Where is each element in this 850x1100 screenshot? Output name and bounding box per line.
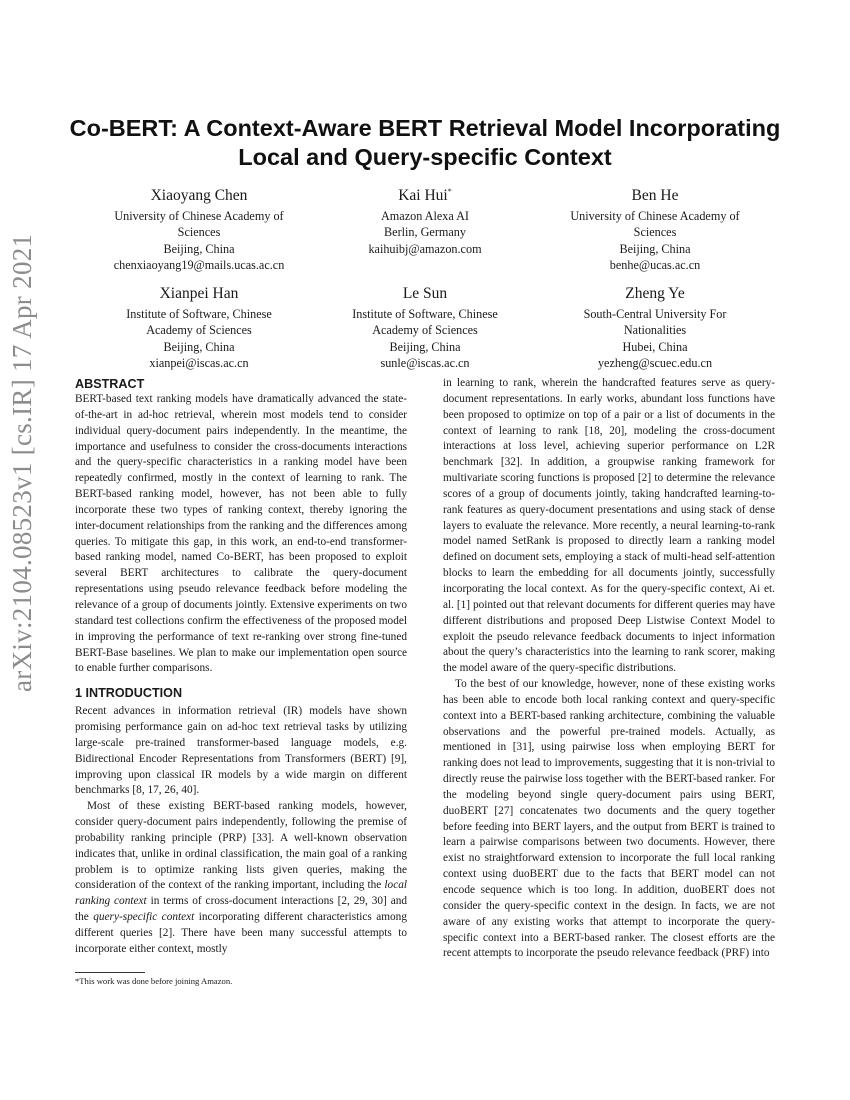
author-location: Beijing, China xyxy=(163,241,235,256)
author-location: Beijing, China xyxy=(389,339,461,354)
footnote-mark: * xyxy=(447,187,452,196)
right-column xyxy=(443,376,775,962)
author-affiliation: Sciences xyxy=(177,225,221,240)
paper-title: Co-BERT: A Context-Aware BERT Retrieval Model Incorporating Local and Query-specific Context xyxy=(69,115,781,170)
abstract-heading: ABSTRACT xyxy=(75,377,145,391)
author-location: Berlin, Germany xyxy=(384,225,466,240)
abstract-text: BERT-based text ranking models have dramatically advanced the state-of-the-art in ad-hoc retrieval, wherein most models tend to consider individual query-document pairs independently. In the meantime, the importance and usefulness to consider the cross-documents interactions and the query-specific characteristics in a ranking model have been repeatedly confirmed, mostly in the context of learning to rank. The BERT-based ranking model, however, has not been able to fully incorporate these two types of ranking context, thereby ignoring the inter-document relationships from the ranking and the differences among queries. To mitigate this gap, in this work, an end-to-end transformer-based ranking model, named Co-BERT, has been proposed to exploit several BERT architectures to calibrate the query-document representations using pseudo relevance feedback before modeling the relevance of a group of documents jointly. Extensive experiments on two standard test collections confirm the effectiveness of the proposed model in improving the performance of text re-ranking over strong fine-tuned BERT-Base baselines. We plan to make our implementation open source to enable further comparisons. xyxy=(75,393,407,675)
author-email: benhe@ucas.ac.cn xyxy=(609,258,701,273)
body-paragraph: To the best of our knowledge, however, none of these existing works has been able to encode both local ranking context and query-specific context into a BERT-based ranking architecture, combining the valuable observations and the powerful pre-trained models. Actually, as mentioned in [31], using pairwise loss when employing BERT for ranking does not lead to improvements, suggesting that it is non-trivial to directly reuse the pairwise loss together with the BERT-based ranker. For the modeling beyond single query-document pairs using BERT, duoBERT [27] concatenates two documents and the query together before feeding into BERT layers, and the output from BERT is trained to learn a pairwise comparisons between two documents. However, there exist no straightforward extension to incorporate the full local ranking context using duoBERT due to the facts that BERT model can not encode sequence which is too long. In addition, duoBERT does not consider the query-specific context in the design. In facts, we are not aware of any existing works that attempt to incorporate the query-specific context into a BERT-based ranker. The closest efforts are the recent attempts to incorporate the pseudo relevance feedback (PRF) into xyxy=(443,678,775,960)
emphasis-query-specific-context: query-specific context xyxy=(93,911,195,924)
introduction-paragraph: Recent advances in information retrieval (IR) models have shown promising performance gain on ad-hoc text retrieval tasks by utilizing large-scale pre-trained transformer-based language models, e.g. Bidirectional Encoder Representations from Transformers (BERT) [9], improving upon classical IR models by a wide margin on different benchmarks [8, 17, 26, 40]. xyxy=(75,705,407,797)
author-name: Zheng Ye xyxy=(625,285,685,303)
author-affiliation: Academy of Sciences xyxy=(146,323,252,338)
author-name: Le Sun xyxy=(402,285,448,303)
introduction-heading: 1 INTRODUCTION xyxy=(75,686,183,701)
author-affiliation: University of Chinese Academy of xyxy=(570,209,740,224)
author-block xyxy=(84,182,314,273)
author-affiliation: Academy of Sciences xyxy=(372,323,478,338)
body-paragraph: in learning to rank, wherein the handcrafted features serve as query-document representations. In early works, abundant loss functions have been proposed to optimize on top of a pair or a list of documents in the context of learning to rank [18, 20], modeling the cross-document interactions at loss level, achieving superior performance on L2R benchmark [32]. In addition, a groupwise ranking framework for multivariate scoring functions is proposed [2] to determine the relevance scores of a group of documents jointly, taking handcrafted learning-to-rank features as query-document presentations and using stack of dense layers to evaluate the relevance. More recently, a neural learning-to-rank model named SetRank is proposed to directly learn a ranking model defined on document sets, employing a stack of multi-head self-attention blocks to learn the embedding for all documents jointly, successfully incorporating the local context. As for the query-specific context, Ai et. al. [1] pointed out that relevant documents for different queries may have different distributions and proposed Deep Listwise Context Model to exploit the pseudo relevance feedback documents to inject information about the query’s characteristics into the learning to rank scorer, making the model aware of the query-specific distributions. xyxy=(443,377,775,675)
author-affiliation: Nationalities xyxy=(623,323,687,338)
footnote-divider xyxy=(75,972,145,973)
left-column xyxy=(75,376,407,958)
author-location: Beijing, China xyxy=(163,339,235,354)
author-block xyxy=(310,182,540,257)
author-name: Ben He xyxy=(631,187,679,205)
author-block xyxy=(84,280,314,371)
emphasis-local-ranking-context: local ranking context xyxy=(75,879,407,908)
author-affiliation: Institute of Software, Chinese xyxy=(352,307,498,322)
author-name: Xiaoyang Chen xyxy=(150,187,248,205)
author-affiliation: Institute of Software, Chinese xyxy=(126,307,272,322)
author-email: sunle@iscas.ac.cn xyxy=(380,356,470,371)
author-location: Beijing, China xyxy=(619,241,691,256)
author-location: Hubei, China xyxy=(622,339,688,354)
author-email: yezheng@scuec.edu.cn xyxy=(597,356,713,371)
author-affiliation: South-Central University For xyxy=(583,307,727,322)
author-name: Xianpei Han xyxy=(159,285,239,303)
author-affiliation: Sciences xyxy=(633,225,677,240)
author-email: kaihuibj@amazon.com xyxy=(368,241,482,256)
author-email: chenxiaoyang19@mails.ucas.ac.cn xyxy=(113,258,285,273)
author-affiliation: Amazon Alexa AI xyxy=(381,209,469,224)
introduction-paragraph: Most of these existing BERT-based ranking models, however, consider query-document pairs independently, following the premise of probability ranking principle (PRP) [33]. A well-known observation indicates that, unlike in ordinal classification, the main goal of a ranking problem is to optimize ranking lists given queries, making the consideration of the context of the ranking important, including the local ranking context in terms of cross-document interactions [2, 29, 30] and the query-specific context incorporating different characteristics among different queries [2]. There have been many successful attempts to incorporate either context, mostly xyxy=(75,800,407,955)
author-block xyxy=(540,280,770,371)
author-name: Kai Hui* xyxy=(398,187,452,205)
author-email: xianpei@iscas.ac.cn xyxy=(149,356,249,371)
arxiv-identifier-stamp: arXiv:2104.08523v1 [cs.IR] 17 Apr 2021 xyxy=(7,233,37,692)
footnote: *This work was done before joining Amazon. xyxy=(75,976,233,986)
author-block xyxy=(310,280,540,371)
author-affiliation: University of Chinese Academy of xyxy=(114,209,284,224)
author-block xyxy=(540,182,770,273)
